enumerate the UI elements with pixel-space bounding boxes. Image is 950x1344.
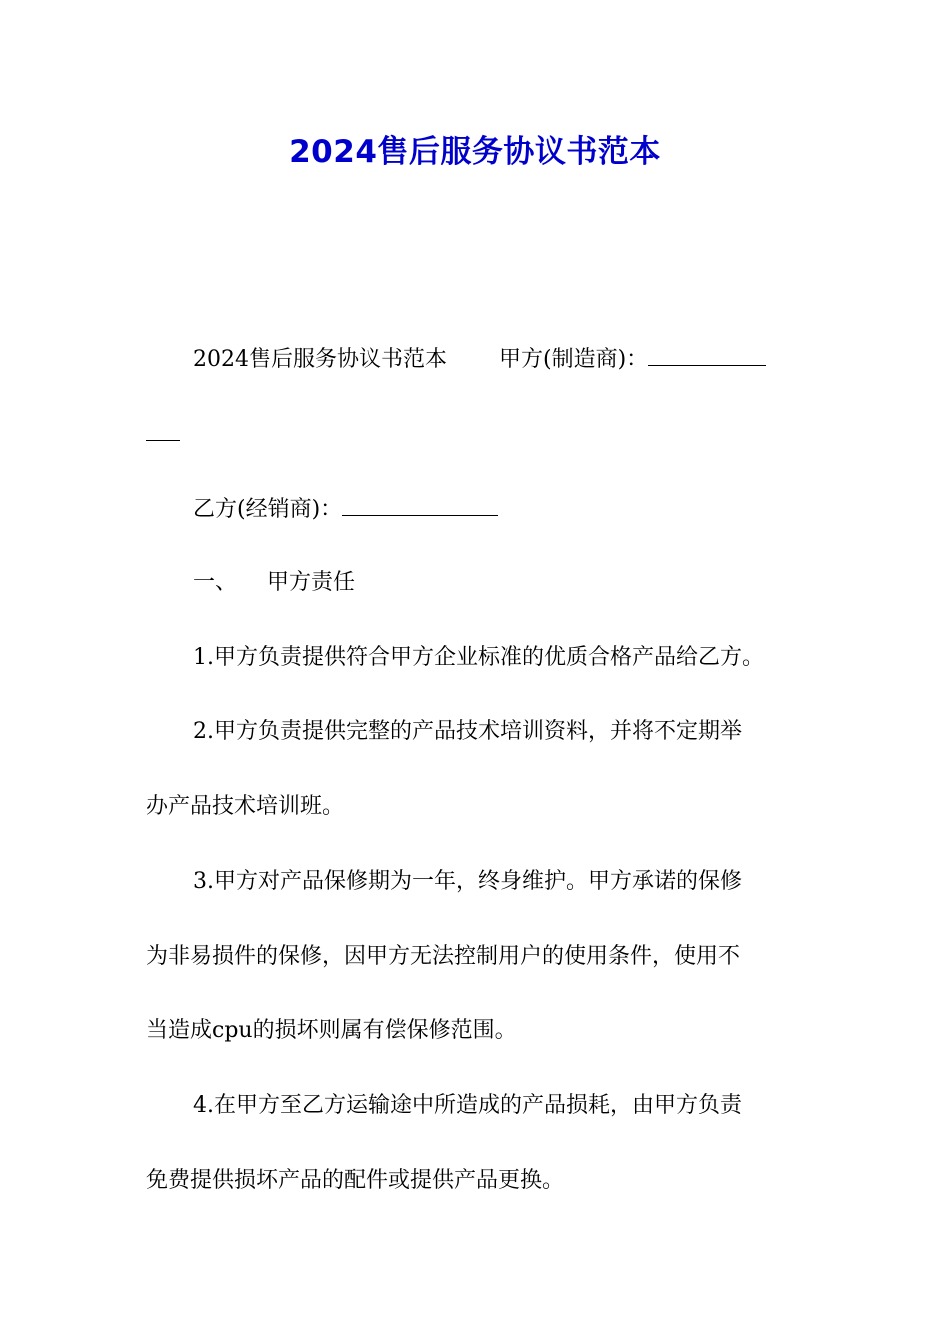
party-a-blank bbox=[648, 343, 766, 366]
party-a-blank-end bbox=[146, 418, 180, 441]
item-2-line-2: 办产品技术培训班。 bbox=[146, 794, 345, 819]
section-1-title: 甲方责任 bbox=[267, 570, 356, 595]
item-3-line-1: 3.甲方对产品保修期为一年，终身维护。甲方承诺的保修 bbox=[193, 869, 742, 894]
item-4-line-2: 免费提供损坏产品的配件或提供产品更换。 bbox=[146, 1168, 565, 1193]
section-1-heading bbox=[193, 568, 355, 598]
party-b-blank bbox=[342, 493, 498, 516]
section-1-num: 一、 bbox=[193, 570, 238, 595]
party-a-label: 甲方(制造商)： bbox=[499, 347, 649, 372]
document-title: 2024售后服务协议书范本 bbox=[289, 134, 661, 170]
item-3-line-3: 当造成cpu的损坏则属有偿保修范围。 bbox=[146, 1018, 517, 1043]
item-2-line-1: 2.甲方负责提供完整的产品技术培训资料，并将不定期举 bbox=[193, 719, 742, 744]
item-4-line-1: 4.在甲方至乙方运输途中所造成的产品损耗，由甲方负责 bbox=[193, 1093, 742, 1118]
item-1: 1.甲方负责提供符合甲方企业标准的优质合格产品给乙方。 bbox=[193, 645, 764, 670]
party-b-line bbox=[193, 493, 498, 525]
party-a-blank-continuation bbox=[146, 418, 180, 450]
intro-line bbox=[193, 343, 766, 375]
item-3-line-2: 为非易损件的保修，因甲方无法控制用户的使用条件，使用不 bbox=[146, 944, 741, 969]
party-b-label: 乙方(经销商)： bbox=[193, 497, 343, 522]
intro-title: 2024售后服务协议书范本 bbox=[193, 347, 447, 372]
